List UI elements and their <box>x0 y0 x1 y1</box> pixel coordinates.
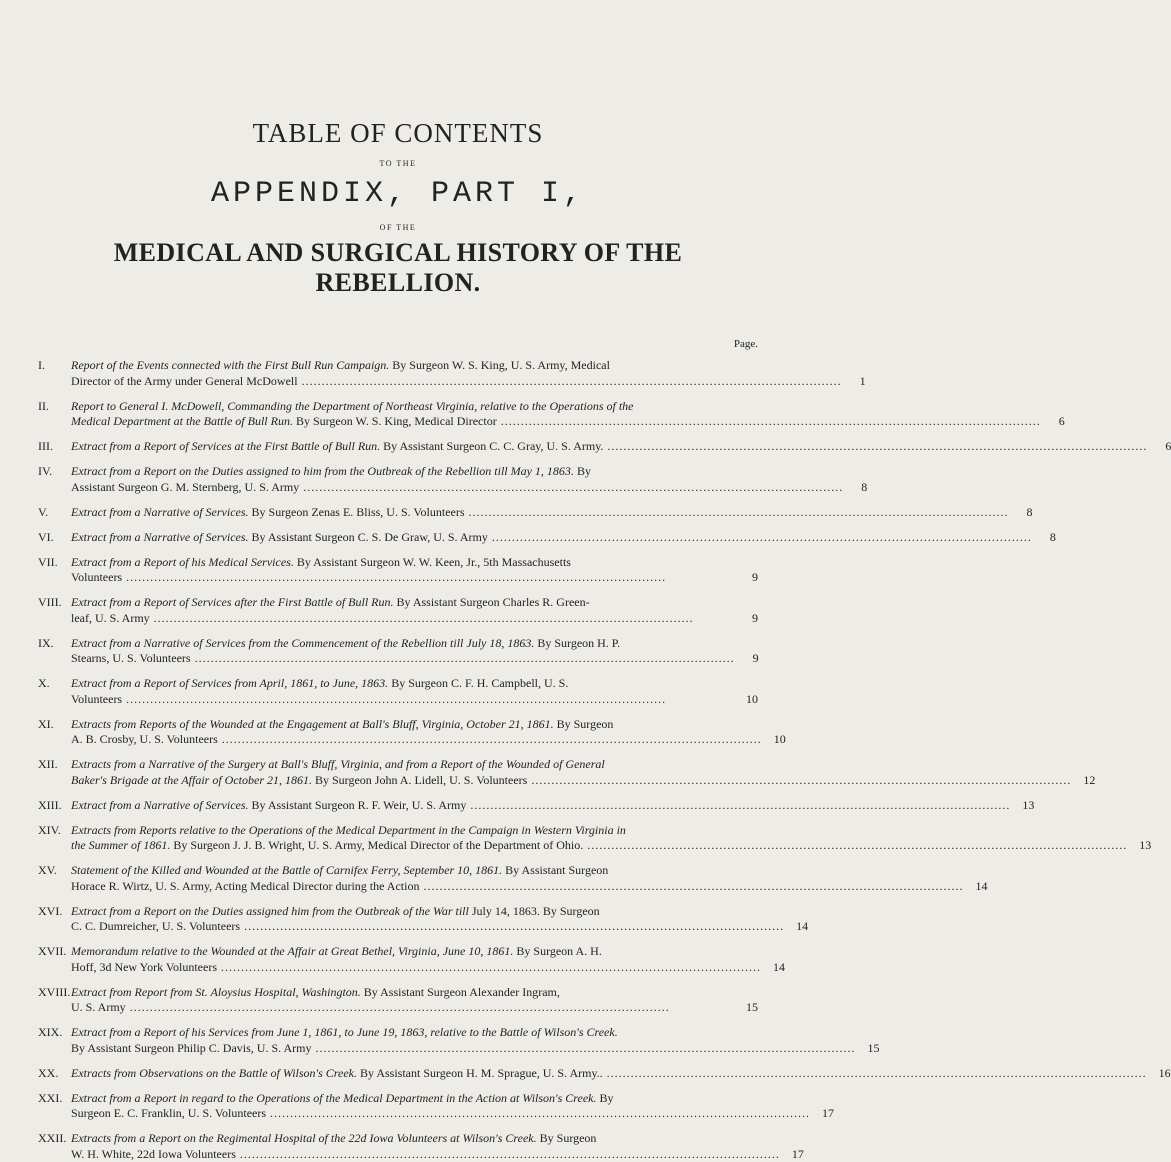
dot-leader <box>130 1000 732 1016</box>
entry-title-italic: Memorandum relative to the Wounded at the Affair at Great Bethel, Virginia, June 10, 1861. <box>71 944 513 958</box>
entry-title-italic: Extract from a Report of his Services from June 1, 1861, to June 19, 1863, relative to the Battle of Wilson's Creek. <box>71 1025 618 1039</box>
entry-title-italic: Extracts from Reports relative to the Operations of the Medical Department in the Campaign in Western Virginia in <box>71 823 626 837</box>
entry-first-line <box>71 944 785 960</box>
toc-entry <box>38 985 758 1016</box>
toc-entry <box>38 399 758 430</box>
entry-last-line <box>71 773 1095 789</box>
entry-page-number: 8 <box>1011 505 1033 521</box>
entry-body <box>71 757 1095 788</box>
entry-body <box>71 1066 1171 1082</box>
entry-last-line <box>71 960 785 976</box>
entry-page-number: 8 <box>845 480 867 496</box>
entry-last-line <box>71 838 1151 854</box>
dot-leader <box>531 773 1069 789</box>
entry-number: III. <box>38 439 71 455</box>
entry-first-line <box>71 904 808 920</box>
entry-title-italic: Extract from a Report on the Duties assigned him from the Outbreak of the War till <box>71 904 469 918</box>
subtitle-appendix: APPENDIX, PART I, <box>38 177 758 211</box>
entry-title-italic: Extract from a Narrative of Services. <box>71 505 249 519</box>
dot-leader <box>126 570 732 586</box>
entry-author-text: By Assistant Surgeon C. C. Gray, U. S. Army. <box>380 439 603 453</box>
entry-number: IV. <box>38 464 71 495</box>
entry-first-line <box>71 676 758 692</box>
entry-first-line <box>71 1091 834 1107</box>
entry-page-number: 15 <box>857 1041 879 1057</box>
dot-leader <box>221 960 759 976</box>
entry-last-line <box>71 570 758 586</box>
entry-author-text: By Assistant Surgeon R. F. Weir, U. S. Army <box>249 798 467 812</box>
entry-body <box>71 636 759 667</box>
toc-entry <box>38 636 758 667</box>
entry-author-text: July 14, 1863. By Surgeon <box>469 904 600 918</box>
entry-body <box>71 505 1033 521</box>
entry-first-line <box>71 636 759 652</box>
toc-entry <box>38 1091 758 1122</box>
entry-last-text <box>71 414 497 430</box>
entry-number: XXI. <box>38 1091 71 1122</box>
entry-author-text: By Surgeon W. S. King, Medical Director <box>293 414 497 428</box>
entry-author-text: By Surgeon <box>537 1131 597 1145</box>
entry-body <box>71 1025 879 1056</box>
entry-title-italic: Baker's Brigade at the Affair of October 21, 1861. <box>71 773 312 787</box>
dot-leader <box>607 1066 1145 1082</box>
entry-last-line <box>71 439 1171 455</box>
dot-leader <box>195 651 733 667</box>
entry-page-number: 6 <box>1149 439 1171 455</box>
entry-author-text: By Surgeon H. P. <box>534 636 620 650</box>
entry-last-text <box>71 1000 126 1016</box>
toc-entry <box>38 676 758 707</box>
entry-page-number: 13 <box>1012 798 1034 814</box>
entry-number: X. <box>38 676 71 707</box>
entry-page-number: 17 <box>812 1106 834 1122</box>
entry-last-text <box>71 611 150 627</box>
entry-page-number: 10 <box>764 732 786 748</box>
entry-body <box>71 944 785 975</box>
entry-last-text <box>71 1147 236 1162</box>
toc-entry <box>38 1025 758 1056</box>
toc-entry <box>38 904 758 935</box>
entry-page-number: 10 <box>736 692 758 708</box>
entry-last-line <box>71 480 867 496</box>
entry-number: XX. <box>38 1066 71 1082</box>
dot-leader <box>469 505 1007 521</box>
entry-title-italic: Statement of the Killed and Wounded at the Battle of Carnifex Ferry, September 10, 1861. <box>71 863 502 877</box>
entry-last-line <box>71 1106 834 1122</box>
entry-author-text: Horace R. Wirtz, U. S. Army, Acting Medical Director during the Action <box>71 879 419 893</box>
entry-body <box>71 904 808 935</box>
entry-number: XV. <box>38 863 71 894</box>
entry-page-number: 9 <box>737 651 759 667</box>
entry-number: XIV. <box>38 823 71 854</box>
entry-number: XIII. <box>38 798 71 814</box>
entry-author-text: By Surgeon A. H. <box>513 944 601 958</box>
entry-title-italic: Extract from a Report of Services after the First Battle of Bull Run. <box>71 595 394 609</box>
entry-first-line <box>71 863 987 879</box>
entry-first-line <box>71 985 758 1001</box>
dot-leader <box>303 480 841 496</box>
entry-body <box>71 464 867 495</box>
entry-last-line <box>71 1066 1171 1082</box>
toc-entry <box>38 439 758 455</box>
entry-body <box>71 530 1056 546</box>
dot-leader <box>244 919 782 935</box>
entry-last-line <box>71 1041 879 1057</box>
entry-author-text: Director of the Army under General McDowell <box>71 374 298 388</box>
toc-entry <box>38 757 758 788</box>
dot-leader <box>154 611 732 627</box>
entry-last-line <box>71 414 1065 430</box>
entry-first-line <box>71 717 786 733</box>
entry-title-italic: Extracts from a Report on the Regimental Hospital of the 22d Iowa Volunteers at Wilson's Creek. <box>71 1131 537 1145</box>
entry-first-line <box>71 595 758 611</box>
entry-author-text: By Assistant Surgeon Alexander Ingram, <box>361 985 560 999</box>
dot-leader <box>470 798 1008 814</box>
entry-author-text: Volunteers <box>71 692 122 706</box>
entry-first-line <box>71 399 1065 415</box>
entry-last-line <box>71 879 987 895</box>
entry-first-line <box>71 358 866 374</box>
entry-page-number: 16 <box>1149 1066 1171 1082</box>
entry-number: VIII. <box>38 595 71 626</box>
entry-number: XI. <box>38 717 71 748</box>
entry-body <box>71 717 786 748</box>
entry-author-text: C. C. Dumreicher, U. S. Volunteers <box>71 919 240 933</box>
entry-number: XVII. <box>38 944 71 975</box>
entry-page-number: 6 <box>1043 414 1065 430</box>
entry-last-text <box>71 1041 311 1057</box>
entry-body <box>71 863 987 894</box>
entry-author-text: By Surgeon John A. Lidell, U. S. Volunteers <box>312 773 527 787</box>
entry-body <box>71 555 758 586</box>
entry-body <box>71 798 1034 814</box>
entry-author-text: Assistant Surgeon G. M. Sternberg, U. S. Army <box>71 480 299 494</box>
entry-last-text <box>71 879 419 895</box>
entry-title-italic: Report of the Events connected with the First Bull Run Campaign. <box>71 358 389 372</box>
entry-body <box>71 358 866 389</box>
entry-number: II. <box>38 399 71 430</box>
dot-leader <box>501 414 1039 430</box>
entry-first-line <box>71 1025 879 1041</box>
entry-first-line <box>71 1131 804 1147</box>
entry-title-italic: Extracts from a Narrative of the Surgery at Ball's Bluff, Virginia, and from a Report of the Wounded of General <box>71 757 605 771</box>
entry-body <box>71 595 758 626</box>
entry-title-italic: Extract from a Report in regard to the Operations of the Medical Department in the Action at Wilson's Creek. <box>71 1091 597 1105</box>
entry-title-italic: Medical Department at the Battle of Bull Run. <box>71 414 293 428</box>
entry-last-text <box>71 798 466 814</box>
entry-number: XXII. <box>38 1131 71 1162</box>
toc-entry <box>38 358 758 389</box>
entry-last-text <box>71 374 298 390</box>
entry-title-italic: Extracts from Observations on the Battle of Wilson's Creek. <box>71 1066 357 1080</box>
entry-page-number: 14 <box>763 960 785 976</box>
entry-author-text: By <box>574 464 591 478</box>
entry-title-italic: Extract from a Report of his Medical Services. <box>71 555 294 569</box>
toc-entry <box>38 798 758 814</box>
dot-leader <box>492 530 1030 546</box>
dot-leader <box>270 1106 808 1122</box>
entry-number: IX. <box>38 636 71 667</box>
toc-entry <box>38 595 758 626</box>
toc-entry <box>38 944 758 975</box>
entry-last-line <box>71 611 758 627</box>
document-title: TABLE OF CONTENTS <box>38 0 758 148</box>
dot-leader <box>126 692 732 708</box>
entry-author-text: By Assistant Surgeon H. M. Sprague, U. S. Army.. <box>357 1066 603 1080</box>
entry-author-text: By Surgeon C. F. H. Campbell, U. S. <box>388 676 568 690</box>
entry-title-italic: Extract from a Report on the Duties assigned to him from the Outbreak of the Rebellion till May 1, 1863. <box>71 464 574 478</box>
entry-first-line <box>71 555 758 571</box>
entry-page-number: 13 <box>1129 838 1151 854</box>
entry-page-number: 14 <box>965 879 987 895</box>
page-column-label: Page. <box>38 338 758 352</box>
entry-last-text <box>71 1066 603 1082</box>
dot-leader <box>423 879 961 895</box>
entry-title-italic: Extract from a Narrative of Services. <box>71 530 249 544</box>
entry-last-text <box>71 651 191 667</box>
entry-author-text: By Surgeon J. J. B. Wright, U. S. Army, Medical Director of the Department of Ohio. <box>170 838 583 852</box>
entry-number: V. <box>38 505 71 521</box>
entry-number: VI. <box>38 530 71 546</box>
entry-last-text <box>71 919 240 935</box>
entry-author-text: By Assistant Surgeon W. W. Keen, Jr., 5th Massachusetts <box>294 555 571 569</box>
entry-last-text <box>71 505 465 521</box>
entry-body <box>71 676 758 707</box>
entry-last-text <box>71 692 122 708</box>
entry-title-italic: Extracts from Reports of the Wounded at the Engagement at Ball's Bluff, Virginia, October 21, 1861. <box>71 717 554 731</box>
toc-entry <box>38 555 758 586</box>
entry-author-text: By Surgeon W. S. King, U. S. Army, Medical <box>389 358 610 372</box>
entry-number: XII. <box>38 757 71 788</box>
toc-entry <box>38 863 758 894</box>
history-title: MEDICAL AND SURGICAL HISTORY OF THE REBELLION. <box>38 238 758 298</box>
entry-last-text <box>71 570 122 586</box>
dot-leader <box>302 374 840 390</box>
entry-body <box>71 985 758 1016</box>
entry-author-text: By Assistant Surgeon Charles R. Green- <box>394 595 590 609</box>
entry-number: I. <box>38 358 71 389</box>
entry-page-number: 8 <box>1034 530 1056 546</box>
entry-last-line <box>71 1000 758 1016</box>
dot-leader <box>240 1147 778 1162</box>
entry-last-line <box>71 798 1034 814</box>
entry-author-text: By Assistant Surgeon C. S. De Graw, U. S. Army <box>249 530 488 544</box>
dot-leader <box>315 1041 853 1057</box>
entry-last-line <box>71 919 808 935</box>
entry-body <box>71 439 1171 455</box>
entry-title-italic: Extract from a Report of Services from April, 1861, to June, 1863. <box>71 676 388 690</box>
toc-entry <box>38 505 758 521</box>
entry-last-line <box>71 692 758 708</box>
entry-page-number: 9 <box>736 570 758 586</box>
dot-leader <box>222 732 760 748</box>
toc-entry <box>38 1066 758 1082</box>
entry-last-text <box>71 530 488 546</box>
entry-last-line <box>71 530 1056 546</box>
toc-entry <box>38 823 758 854</box>
entry-last-text <box>71 732 218 748</box>
entry-last-line <box>71 651 759 667</box>
entry-last-line <box>71 732 786 748</box>
toc-entry <box>38 717 758 748</box>
entry-author-text: leaf, U. S. Army <box>71 611 150 625</box>
entry-number: XVIII. <box>38 985 71 1016</box>
entry-first-line <box>71 464 867 480</box>
subtitle-of-the: OF THE <box>38 223 758 232</box>
entry-body <box>71 823 1151 854</box>
entry-title-italic: Extract from a Narrative of Services. <box>71 798 249 812</box>
entry-page-number: 9 <box>736 611 758 627</box>
entry-page-number: 15 <box>736 1000 758 1016</box>
entry-author-text: By Assistant Surgeon Philip C. Davis, U. S. Army <box>71 1041 311 1055</box>
entry-number: VII. <box>38 555 71 586</box>
entry-author-text: By Surgeon <box>554 717 614 731</box>
entry-number: XIX. <box>38 1025 71 1056</box>
entry-page-number: 1 <box>844 374 866 390</box>
entry-last-text <box>71 773 527 789</box>
dot-leader <box>607 439 1145 455</box>
entry-page-number: 14 <box>786 919 808 935</box>
entry-author-text: W. H. White, 22d Iowa Volunteers <box>71 1147 236 1161</box>
toc-entry <box>38 464 758 495</box>
entry-author-text: U. S. Army <box>71 1000 126 1014</box>
entry-last-text <box>71 439 603 455</box>
entry-author-text: Surgeon E. C. Franklin, U. S. Volunteers <box>71 1106 266 1120</box>
toc-entry <box>38 1131 758 1162</box>
entry-last-text <box>71 480 299 496</box>
entry-last-text <box>71 1106 266 1122</box>
entry-author-text: By Surgeon Zenas E. Bliss, U. S. Volunteers <box>249 505 465 519</box>
entry-author-text: By <box>597 1091 614 1105</box>
entry-title-italic: Report to General I. McDowell, Commanding the Department of Northeast Virginia, relative to the Operations of the <box>71 399 633 413</box>
subtitle-to-the: TO THE <box>38 159 758 168</box>
entry-last-line <box>71 505 1033 521</box>
entry-first-line <box>71 757 1095 773</box>
entry-last-text <box>71 838 583 854</box>
entry-last-line <box>71 374 866 390</box>
entry-body <box>71 1091 834 1122</box>
entry-page-number: 17 <box>782 1147 804 1162</box>
entry-last-line <box>71 1147 804 1162</box>
dot-leader <box>587 838 1125 854</box>
entry-page-number: 12 <box>1073 773 1095 789</box>
entry-last-text <box>71 960 217 976</box>
entry-body <box>71 1131 804 1162</box>
entry-title-italic: Extract from a Report of Services at the First Battle of Bull Run. <box>71 439 380 453</box>
entry-title-italic: Extract from a Narrative of Services from the Commencement of the Rebellion till July 18, 1863. <box>71 636 534 650</box>
entry-author-text: Volunteers <box>71 570 122 584</box>
entry-author-text: Hoff, 3d New York Volunteers <box>71 960 217 974</box>
entry-number: XVI. <box>38 904 71 935</box>
toc-list <box>38 358 758 1162</box>
entry-title-italic: Extract from Report from St. Aloysius Hospital, Washington. <box>71 985 361 999</box>
toc-entry <box>38 530 758 546</box>
entry-first-line <box>71 823 1151 839</box>
entry-author-text: A. B. Crosby, U. S. Volunteers <box>71 732 218 746</box>
entry-author-text: Stearns, U. S. Volunteers <box>71 651 191 665</box>
entry-title-italic: the Summer of 1861. <box>71 838 170 852</box>
entry-body <box>71 399 1065 430</box>
entry-author-text: By Assistant Surgeon <box>502 863 608 877</box>
